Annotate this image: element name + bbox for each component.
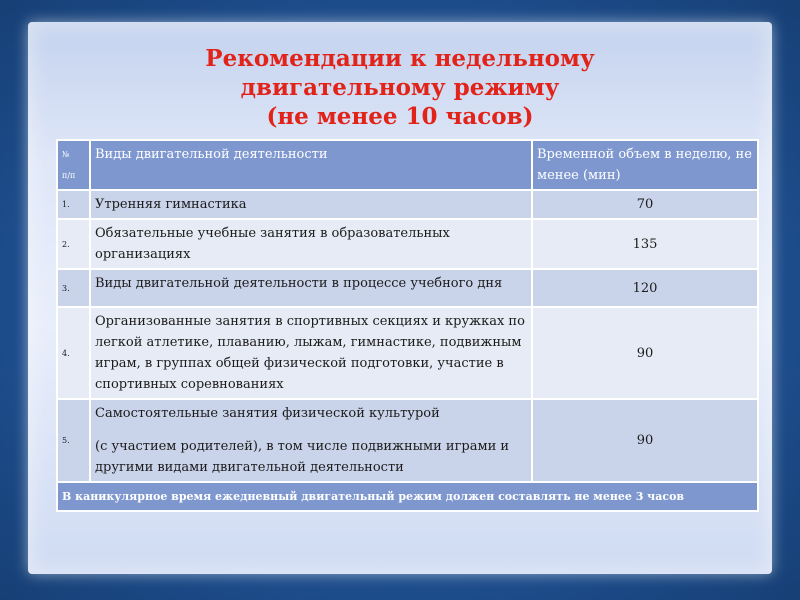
table-row [57,307,758,399]
row-time: 135 [532,219,758,269]
recommendations-table [56,139,759,512]
row-time: 70 [532,190,758,219]
row-activity: Организованные занятия в спортивных секциях и кружках по легкой атлетике, плаванию, лыжам, гимнастике, подвижным играм, в группах общей физической подготовки, участие в спортивных соревнованиях [90,307,532,399]
table-row [57,190,758,219]
title-line-2: двигательному режиму [240,74,560,101]
row-number: 3. [57,269,90,307]
row-number: 4. [57,307,90,399]
row-time: 120 [532,269,758,307]
footer-note: В каникулярное время ежедневный двигательный режим должен составлять не менее 3 часов [57,482,758,511]
table-row [57,219,758,269]
table-row [57,399,758,482]
row-activity: Виды двигательной деятельности в процессе учебного дня [90,269,532,307]
title-line-3: (не менее 10 часов) [266,103,534,130]
row-time: 90 [532,307,758,399]
row-activity [90,399,532,482]
row-activity-line-1: Самостоятельные занятия физической культурой [95,406,440,421]
row-number: 2. [57,219,90,269]
row-number: 1. [57,190,90,219]
header-number: № п/п [57,140,90,190]
row-activity: Обязательные учебные занятия в образовательных организациях [90,219,532,269]
spacer [95,424,527,436]
row-number: 5. [57,399,90,482]
table-row [57,269,758,307]
row-activity: Утренняя гимнастика [90,190,532,219]
row-time: 90 [532,399,758,482]
table-header-row [57,140,758,190]
slide-title [0,44,800,131]
header-activity: Виды двигательной деятельности [90,140,532,190]
table-footer-row [57,482,758,511]
title-line-1: Рекомендации к недельному [205,45,595,72]
row-activity-line-2: (с участием родителей), в том числе подвижными играми и другими видами двигательной деятельности [95,439,510,475]
header-time: Временной объем в неделю, не менее (мин) [532,140,758,190]
